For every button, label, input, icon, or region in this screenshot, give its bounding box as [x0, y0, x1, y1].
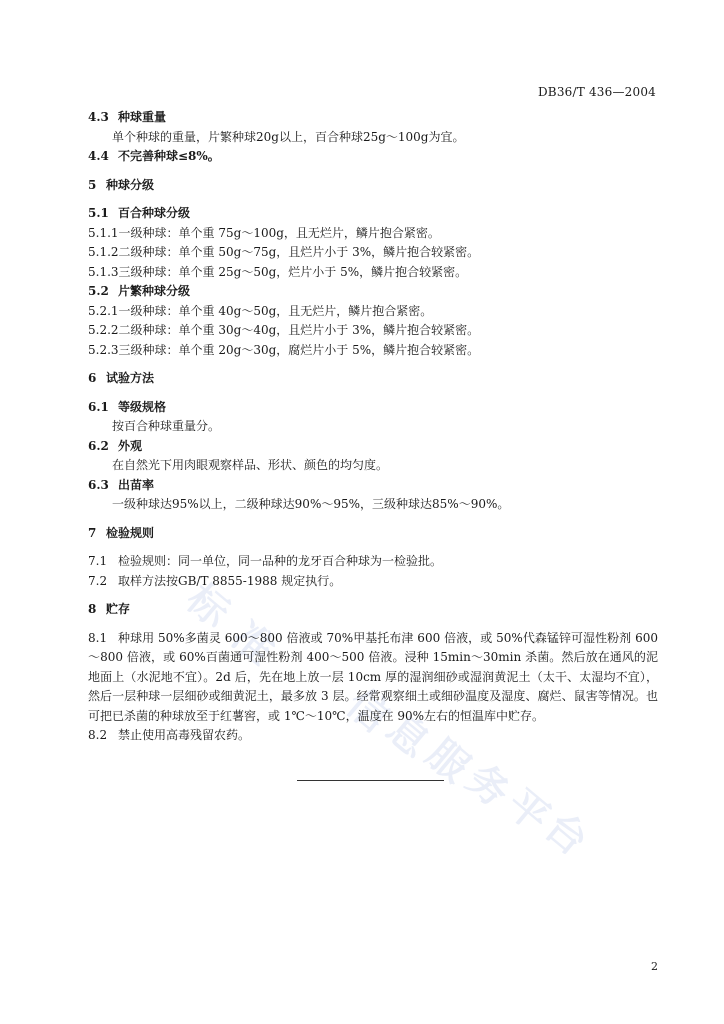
clause-number: 5.1: [88, 206, 109, 220]
clause-item: [88, 321, 658, 341]
clause-title: 片繁种球分级: [118, 284, 191, 298]
watermark-char: 信: [337, 680, 398, 742]
section-number: 5: [88, 177, 97, 192]
section-title: 检验规则: [106, 525, 155, 540]
clause-text: 一级种球：单个重 75g～100g，且无烂片，鳞片抱合紧密。: [118, 225, 440, 240]
clause-title: 种球重量: [118, 110, 167, 124]
clause-number: 6.2: [88, 438, 109, 453]
clause-item: [88, 263, 658, 283]
clause-number: 5.1.3: [88, 264, 119, 279]
clause-number: 6.3: [88, 477, 109, 492]
watermark-char: 标: [177, 575, 238, 637]
watermark-char: 台: [535, 803, 596, 865]
clause-item: [88, 726, 658, 746]
clause-number: 5.2.1: [88, 303, 119, 318]
clause-heading: [88, 108, 658, 128]
section-heading: [88, 176, 658, 196]
clause-item: [88, 243, 658, 263]
clause-text: 种球用 50%多菌灵 600～800 倍液或 70%甲基托布津 600 倍液，或 50%代森锰锌可湿性粉剂 600～800 倍液，或 60%百菌通可湿性粉剂 400～500 倍液。浸种 15min～30min 杀菌。然后放在通风的泥地面上（水泥地不宜）。2d 后，先在地上放一层 10cm 厚的湿润细砂或湿润黄泥土（太干、太湿均不宜），然后一层种球一层细砂或细黄泥土，最多放 3 层。经常观察细土或细砂温度及湿度、腐烂、鼠害等情况。也可把已杀菌的种球放至于红薯窖，或 1℃～10℃，温度在 90%左右的恒温库中贮存。: [88, 630, 658, 723]
clause-text: 禁止使用高毒残留农药。: [118, 728, 251, 742]
clause-text: 一级种球达95%以上，二级种球达90%～95%，三级种球达85%～90%。: [112, 497, 510, 511]
section-heading: [88, 600, 658, 620]
clause-text: 一级种球：单个重 40g～50g，且无烂片，鳞片抱合紧密。: [118, 303, 433, 318]
clause-text: 二级种球：单个重 50g～75g，且烂片小于 3%，鳞片抱合较紧密。: [118, 245, 480, 259]
section-heading: [88, 369, 658, 389]
clause-item: [88, 341, 658, 361]
section-title: 试验方法: [106, 371, 155, 385]
clause-title: 百合种球分级: [118, 206, 191, 220]
clause-title: 外观: [118, 438, 143, 453]
clause-number: 5.2: [88, 284, 109, 298]
clause-text: 按百合种球重量分。: [112, 419, 221, 433]
watermark-char: 准: [222, 613, 283, 675]
clause-paragraph: [88, 629, 658, 727]
clause-item: [88, 572, 658, 592]
watermark-char: 平: [497, 780, 558, 842]
watermark-char: 服: [417, 730, 478, 792]
clause-heading: [88, 398, 658, 418]
clause-number: 5.1.1: [88, 225, 119, 240]
clause-item: [88, 302, 658, 322]
clause-heading: [88, 282, 658, 302]
section-number: 6: [88, 371, 97, 385]
section-heading: [88, 524, 658, 544]
clause-text: 三级种球：单个重 25g～50g，烂片小于 5%，鳞片抱合较紧密。: [118, 264, 468, 279]
clause-number: 5.1.2: [88, 245, 119, 259]
clause-number: 5.2.2: [88, 323, 119, 337]
section-title: 种球分级: [106, 177, 155, 192]
clause-title: 不完善种球≤8%。: [118, 149, 220, 163]
clause-number: 4.3: [88, 110, 109, 124]
clause-number: 7.2: [88, 573, 108, 588]
watermark-char: 务: [457, 755, 518, 817]
standard-number: DB36/T 436—2004: [537, 85, 656, 99]
clause-text: 在自然光下用肉眼观察样品、形状、颜色的均匀度。: [112, 458, 389, 472]
clause-text: 检验规则：同一单位，同一品种的龙牙百合种球为一检验批。: [118, 554, 443, 568]
clause-item: [88, 224, 658, 244]
watermark-char: 息: [377, 705, 438, 767]
document-body: [88, 108, 658, 746]
clause-text: 单个种球的重量，片繁种球20g以上，百合种球25g～100g为宜。: [112, 129, 465, 144]
clause-heading: [88, 437, 658, 457]
section-number: 7: [88, 525, 97, 540]
clause-number: 8.1: [88, 630, 108, 645]
section-number: 8: [88, 602, 97, 616]
clause-number: 4.4: [88, 149, 109, 163]
section-title: 贮存: [106, 602, 131, 616]
clause-heading: [88, 204, 658, 224]
page-number: 2: [651, 960, 658, 973]
clause-title: 出苗率: [118, 477, 155, 492]
clause-number: 8.2: [88, 728, 108, 742]
clause-heading: [88, 476, 658, 496]
clause-text: 二级种球：单个重 30g～40g，且烂片小于 3%，鳞片抱合较紧密。: [118, 323, 480, 337]
clause-number: 6.1: [88, 399, 109, 414]
clause-number: 7.1: [88, 554, 108, 568]
end-rule: [297, 780, 444, 781]
clause-text: 取样方法按GB/T 8855-1988 规定执行。: [118, 573, 342, 588]
clause-number: 5.2.3: [88, 342, 119, 357]
clause-item: [88, 552, 658, 572]
clause-heading: [88, 147, 658, 167]
clause-title: 等级规格: [118, 399, 167, 414]
clause-text: 三级种球：单个重 20g～30g，腐烂片小于 5%，鳞片抱合较紧密。: [118, 342, 480, 357]
